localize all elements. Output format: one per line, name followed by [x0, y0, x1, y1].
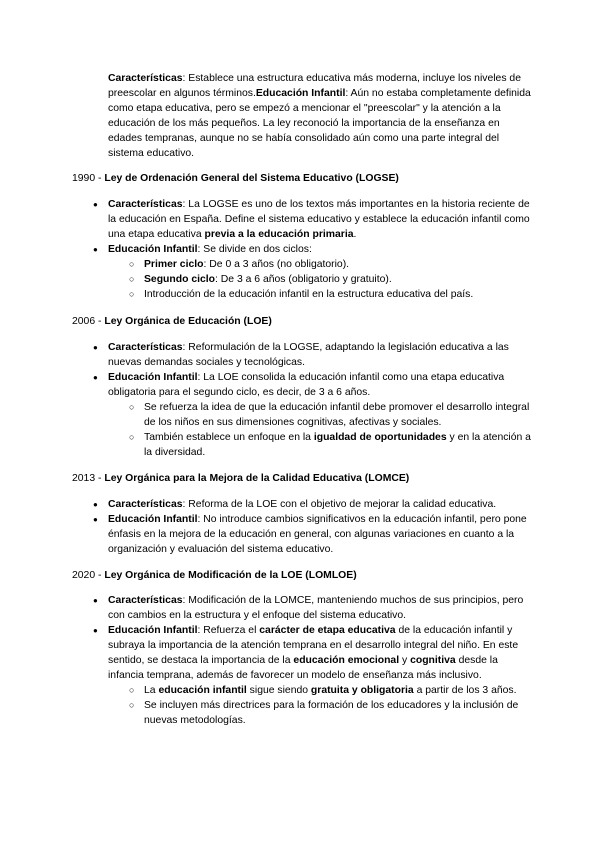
heading-1990: [72, 171, 542, 186]
subitem-text: y en la atención a la diversidad.: [144, 432, 531, 458]
intro-text-infantil: : Aún no estaba completamente definida como etapa educativa, pero se empezó a mencionar el "preescolar" y la atención a la educación de los más pequeños. La ley reconoció la importancia de la enseñanza en edades tempranas, aunque no se había consolidado aún como una parte integral del sistema educativo.: [108, 88, 531, 159]
subitem-text: Se incluyen más directrices para la formación de los educadores y la inclusión de nuevas metodologías.: [144, 700, 519, 726]
list-2020: [72, 593, 532, 728]
sublist: [108, 257, 532, 302]
item-bold: educación emocional: [293, 655, 400, 666]
item-bold: cognitiva: [410, 655, 456, 666]
heading-title: Ley Orgánica para la Mejora de la Calidad Educativa (LOMCE): [104, 473, 410, 484]
subitem-label: Primer ciclo: [144, 259, 204, 270]
item-label: Características: [108, 342, 183, 353]
subitem-text: También establece un enfoque en la: [144, 432, 314, 443]
sublist-item: [108, 400, 532, 430]
item-label: Educación Infantil: [108, 514, 198, 525]
heading-title: Ley Orgánica de Educación (LOE): [104, 316, 272, 327]
list-item: [72, 593, 532, 623]
sublist-item: [108, 257, 532, 272]
intro-label: Características: [108, 73, 183, 84]
list-item: [72, 340, 532, 370]
item-bold: previa a la educación primaria: [204, 229, 354, 240]
heading-year: 1990 -: [72, 173, 105, 184]
sublist: [108, 400, 532, 460]
item-text: de la educación infantil y subraya la importancia de la atención temprana en el desarrollo integral del niño. En este sentido, se destaca la importancia de la: [108, 625, 519, 666]
heading-year: 2006 -: [72, 316, 105, 327]
list-item: [72, 512, 532, 557]
subitem-bold: educación infantil: [158, 685, 247, 696]
heading-year: 2013 -: [72, 473, 105, 484]
heading-title: Ley de Ordenación General del Sistema Educativo (LOGSE): [104, 173, 399, 184]
item-text: : La LOE consolida la educación infantil como una etapa educativa obligatoria para el segundo ciclo, es decir, de 3 a 6 años.: [108, 372, 505, 398]
item-text: : Modificación de la LOMCE, manteniendo muchos de sus principios, pero con cambios en la estructura y el enfoque del sistema educativo.: [108, 595, 524, 621]
list-item: [72, 197, 532, 242]
sublist-item: [108, 698, 532, 728]
list-2006: [72, 340, 532, 460]
subitem-bold: igualdad de oportunidades: [313, 432, 447, 443]
item-text: : La LOGSE es uno de los textos más importantes en la historia reciente de la educación en España. Define el sistema educativo y establece la educación infantil como una etapa educativa: [108, 199, 530, 240]
sublist-item: [108, 272, 532, 287]
item-label: Educación Infantil: [108, 244, 198, 255]
heading-title: Ley Orgánica de Modificación de la LOE (LOMLOE): [104, 570, 357, 581]
list-1990: [72, 197, 532, 302]
list-2013: [72, 497, 532, 557]
heading-year: 2020 -: [72, 570, 105, 581]
intro-label-infantil: Educación Infantil: [255, 88, 346, 99]
heading-2013: [72, 471, 542, 486]
subitem-text: : De 3 a 6 años (obligatorio y gratuito).: [215, 274, 392, 285]
item-label: Características: [108, 595, 183, 606]
heading-2006: [72, 314, 542, 329]
subitem-text: : De 0 a 3 años (no obligatorio).: [203, 259, 350, 270]
item-text: .: [353, 229, 357, 240]
sublist-item: [108, 683, 532, 698]
item-text: : Se divide en dos ciclos:: [197, 244, 312, 255]
item-label: Características: [108, 199, 183, 210]
intro-paragraph: [108, 71, 533, 161]
sublist-item: [108, 430, 532, 460]
subitem-bold: gratuita y obligatoria: [310, 685, 414, 696]
list-item: [72, 497, 532, 512]
subitem-text: sigue siendo: [246, 685, 311, 696]
item-label: Educación Infantil: [108, 372, 198, 383]
sublist: [108, 683, 532, 728]
item-label: Características: [108, 499, 183, 510]
heading-2020: [72, 568, 542, 583]
subitem-text: La: [144, 685, 159, 696]
item-text: : Refuerza el: [197, 625, 260, 636]
list-item: [72, 242, 532, 302]
item-bold: carácter de etapa educativa: [259, 625, 396, 636]
item-label: Educación Infantil: [108, 625, 198, 636]
subitem-text: Se refuerza la idea de que la educación infantil debe promover el desarrollo integral de los niños en sus dimensiones cognitivas, afectivas y sociales.: [144, 402, 530, 428]
intro-text: : Establece una estructura educativa más moderna, incluye los niveles de preescolar en algunos términos.: [108, 73, 521, 99]
subitem-text: a partir de los 3 años.: [413, 685, 517, 696]
item-text: desde la infancia temprana, además de favorecer un modelo de enseñanza más inclusivo.: [108, 655, 498, 681]
item-text: y: [399, 655, 411, 666]
item-text: : No introduce cambios significativos en la educación infantil, pero pone énfasis en la mejora de la educación en general, con algunas variaciones en cuanto a la organización y evaluación del sistema educativo.: [108, 514, 527, 555]
subitem-label: Segundo ciclo: [144, 274, 216, 285]
list-item: [72, 623, 532, 728]
item-text: : Reformulación de la LOGSE, adaptando la legislación educativa a las nuevas demandas sociales y tecnológicas.: [108, 342, 509, 368]
subitem-text: Introducción de la educación infantil en la estructura educativa del país.: [144, 289, 474, 300]
item-text: : Reforma de la LOE con el objetivo de mejorar la calidad educativa.: [182, 499, 497, 510]
list-item: [72, 370, 532, 460]
sublist-item: [108, 287, 532, 302]
